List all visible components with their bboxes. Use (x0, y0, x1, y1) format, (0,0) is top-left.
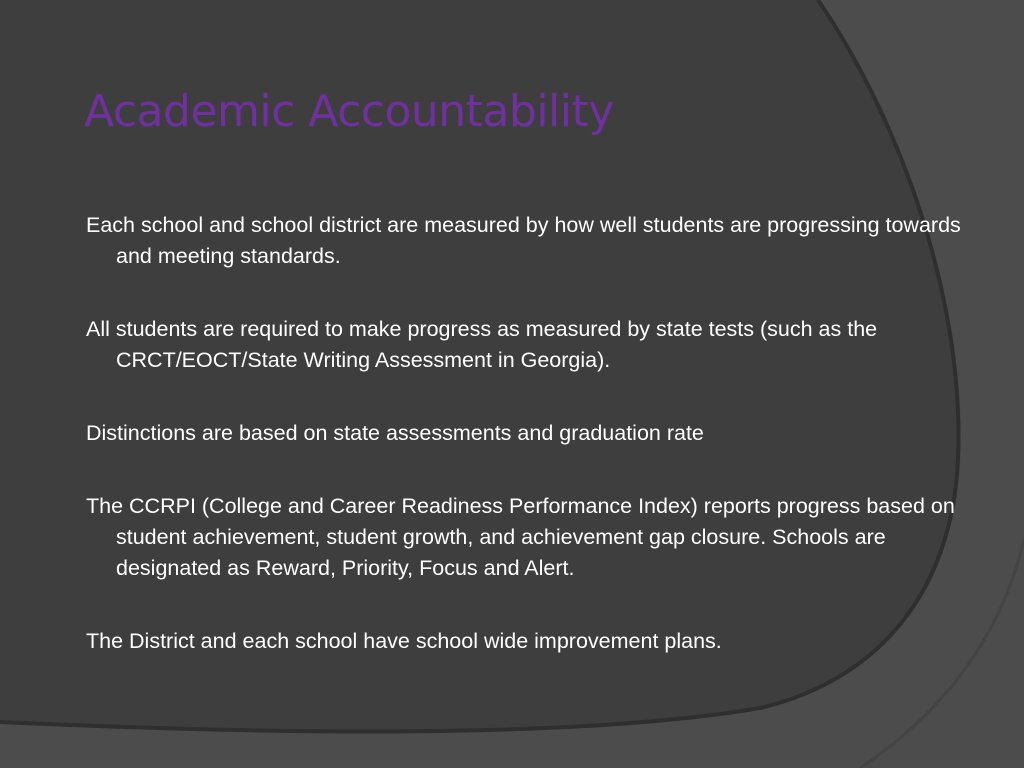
bullet-item: All students are required to make progress as measured by state tests (such as the CRCT/EOCT/State Writing Assessment in Georgia). (86, 317, 878, 372)
bullet-item: Each school and school district are measured by how well students are progressing towards and meeting standards. (86, 213, 961, 268)
bullet-item: The CCRPI (College and Career Readiness Performance Index) reports progress based on student achievement, student growth, and achievement gap closure. Schools are designated as Reward, Priority, Focus and Alert. (86, 494, 955, 580)
bullet-item: Distinctions are based on state assessments and graduation rate (86, 421, 704, 445)
bullet-item: The District and each school have school wide improvement plans. (86, 629, 722, 653)
bullet-list (86, 210, 966, 657)
slide-title: Academic Accountability (84, 86, 614, 137)
